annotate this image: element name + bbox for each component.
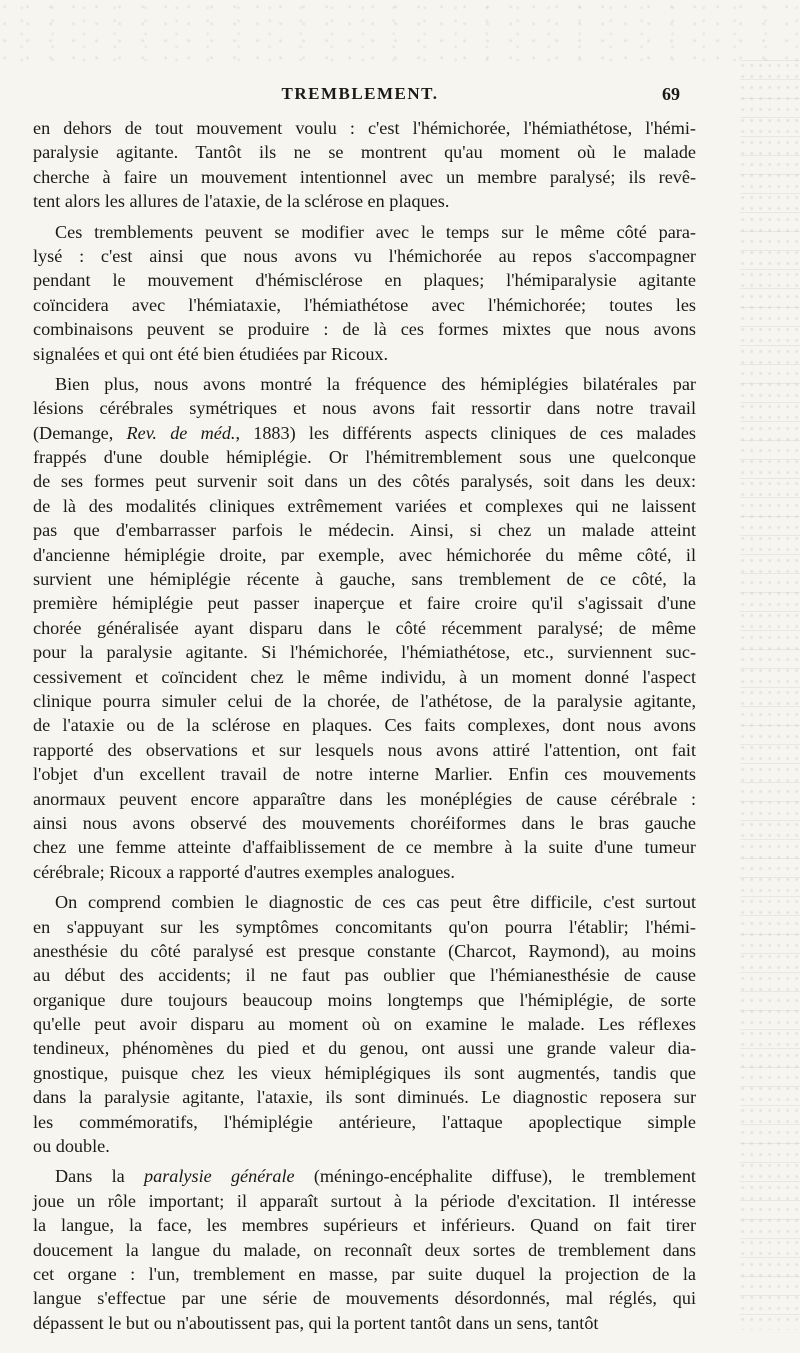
text-segment: cherche à faire un mouvement intentionnel avec un membre paralysé; ils revê- (33, 166, 696, 187)
text-line (33, 915, 696, 939)
text-line (33, 1262, 696, 1286)
paragraph (33, 890, 696, 1158)
text-segment: frappés d'une double hémiplégie. Or l'hémitremblement sous une quelconque (33, 447, 696, 468)
text-segment: combinaisons peuvent se produire : de là ces formes mixtes que nous avons (33, 319, 696, 340)
text-segment: paralysie agitante. Tantôt ils ne se montrent qu'au moment où le malade (33, 142, 696, 163)
text-line (33, 1061, 696, 1085)
text-line (33, 372, 696, 396)
text-segment: cérébrale; Ricoux a rapporté d'autres exemples analogues. (33, 861, 455, 882)
text-line (33, 1286, 696, 1310)
text-line (33, 116, 696, 140)
text-line (33, 396, 696, 420)
text-segment: joue un rôle important; il apparaît surtout à la période d'excitation. Il intéresse (33, 1190, 696, 1211)
text-segment: langue s'effectue par une série de mouvements désordonnés, mal réglés, qui (33, 1288, 696, 1309)
text-line (33, 939, 696, 963)
text-line (33, 543, 696, 567)
text-segment: de ses formes peut survenir soit dans un des côtés paralysés, soit dans les deux: (33, 471, 696, 492)
text-line (33, 189, 696, 213)
text-segment: cet organe : l'un, tremblement en masse, par suite duquel la projection de la (33, 1263, 696, 1284)
text-segment: tent alors les allures de l'ataxie, de la sclérose en plaques. (33, 191, 450, 212)
text-segment: ainsi nous avons observé des mouvements choréiformes dans le bras gauche (33, 812, 696, 833)
body-text (33, 116, 696, 1335)
text-segment: Dans la (55, 1166, 145, 1187)
text-line (33, 220, 696, 244)
text-segment: doucement la langue du malade, on reconnaît deux sortes de tremblement dans (33, 1239, 696, 1260)
text-segment: pendant le mouvement d'hémisclérose en plaques; l'hémiparalysie agitante (33, 270, 696, 291)
page-number: 69 (662, 84, 680, 104)
text-segment: survient une hémiplégie récente à gauche, sans tremblement de ce côté, la (33, 569, 696, 590)
text-line (33, 469, 696, 493)
text-line (33, 165, 696, 189)
text-line (33, 293, 696, 317)
text-segment: d'ancienne hémiplégie droite, par exemple, avec hémichorée du même côté, il (33, 544, 696, 565)
text-line (33, 421, 696, 445)
text-segment: dépassent le but ou n'aboutissent pas, qui la portent tantôt dans un sens, tantôt (33, 1312, 599, 1333)
text-segment: ou double. (33, 1136, 110, 1157)
paragraph (33, 372, 696, 884)
text-line (33, 244, 696, 268)
text-line (33, 1085, 696, 1109)
text-line (33, 342, 696, 366)
text-line (33, 1012, 696, 1036)
text-line (33, 1311, 696, 1335)
text-segment: gnostique, puisque chez les vieux hémiplégiques ils sont augmentés, tandis que (33, 1062, 696, 1083)
text-line (33, 1189, 696, 1213)
text-line (33, 890, 696, 914)
text-line (33, 616, 696, 640)
paragraph (33, 1164, 696, 1335)
text-segment: de là des modalités cliniques extrêmement variées et complexes qui ne laissent (33, 495, 696, 516)
text-segment: pas que d'embarrasser parfois le médecin. Ainsi, si chez un malade atteint (33, 520, 696, 541)
text-line (33, 268, 696, 292)
text-line (33, 738, 696, 762)
text-segment: la langue, la face, les membres supérieurs et inférieurs. Quand on fait tirer (33, 1215, 696, 1236)
text-segment: (méningo-encéphalite diffuse), le tremblement (294, 1166, 696, 1187)
italic-term: paralysie générale (144, 1166, 295, 1187)
text-segment: Ces tremblements peuvent se modifier avec le temps sur le même côté para- (55, 221, 696, 242)
text-segment: chorée généralisée ayant disparu dans le côté récemment paralysé; de même (33, 617, 696, 638)
text-line (33, 860, 696, 884)
text-segment: Bien plus, nous avons montré la fréquence des hémiplégies bilatérales par (55, 373, 696, 394)
text-line (33, 317, 696, 341)
text-line (33, 140, 696, 164)
text-line (33, 713, 696, 737)
text-segment: anormaux peuvent encore apparaître dans les monéplégies de cause cérébrale : (33, 788, 696, 809)
text-line (33, 787, 696, 811)
text-segment: en s'appuyant sur les symptômes concomitants qu'on pourra l'établir; l'hémi- (33, 916, 696, 937)
text-segment: de l'ataxie ou de la sclérose en plaques. Ces faits complexes, dont nous avons (33, 715, 696, 736)
text-line (33, 665, 696, 689)
text-segment: au début des accidents; il ne faut pas oublier que l'hémianesthésie de cause (33, 965, 696, 986)
text-line (33, 1164, 696, 1188)
text-line (33, 1213, 696, 1237)
text-segment: lésions cérébrales symétriques et nous avons fait ressortir dans notre travail (33, 398, 696, 419)
paragraph (33, 220, 696, 366)
scan-bleed-right-margin (740, 60, 800, 1330)
text-line (33, 1110, 696, 1134)
text-line (33, 689, 696, 713)
scan-noise-top (0, 0, 800, 70)
text-line (33, 640, 696, 664)
text-segment: organique dure toujours beaucoup moins longtemps que l'hémiplégie, de sorte (33, 989, 696, 1010)
text-line (33, 835, 696, 859)
text-line (33, 567, 696, 591)
text-segment: pour la paralysie agitante. Si l'hémichorée, l'hémiathétose, etc., surviennent suc- (33, 642, 696, 663)
text-segment: qu'elle peut avoir disparu au moment où on examine le malade. Les réflexes (33, 1014, 696, 1035)
text-line (33, 963, 696, 987)
text-segment: On comprend combien le diagnostic de ces cas peut être difficile, c'est surtout (55, 892, 696, 913)
page-header (40, 84, 680, 110)
text-segment: tendineux, phénomènes du pied et du genou, ont aussi une grande valeur dia- (33, 1038, 696, 1059)
text-segment: cessivement et coïncident chez le même individu, à un moment donné l'aspect (33, 666, 696, 687)
italic-term: Rev. de méd. (126, 422, 236, 443)
text-segment: signalées et qui ont été bien étudiées par Ricoux. (33, 343, 389, 364)
text-segment: en dehors de tout mouvement voulu : c'est l'hémichorée, l'hémiathétose, l'hémi- (33, 118, 696, 138)
text-segment: coïncidera avec l'hémiataxie, l'hémiathétose avec l'hémichorée; toutes les (33, 294, 696, 315)
text-line (33, 988, 696, 1012)
running-title: TREMBLEMENT. (281, 84, 439, 103)
text-segment: première hémiplégie peut passer inaperçue et faire croire qu'il s'agissait d'une (33, 593, 696, 614)
text-line (33, 811, 696, 835)
text-line (33, 762, 696, 786)
text-segment: dans la paralysie agitante, l'ataxie, ils sont diminués. Le diagnostic reposera sur (33, 1087, 696, 1108)
paragraph (33, 116, 696, 214)
text-segment: les commémoratifs, l'hémiplégie antérieure, l'attaque apoplectique simple (33, 1111, 696, 1132)
text-segment: rapporté des observations et sur lesquels nous avons attiré l'attention, ont fait (33, 739, 696, 760)
text-segment: clinique pourra simuler celui de la chorée, de l'athétose, de la paralysie agitante, (33, 690, 696, 711)
text-line (33, 494, 696, 518)
text-line (33, 591, 696, 615)
text-segment: , 1883) les différents aspects cliniques de ces malades (235, 422, 697, 443)
text-line (33, 518, 696, 542)
text-line (33, 445, 696, 469)
text-segment: lysé : c'est ainsi que nous avons vu l'hémichorée au repos s'accompagner (33, 245, 696, 266)
text-segment: (Demange, (33, 422, 127, 443)
text-segment: chez une femme atteinte d'affaiblissement de ce membre à la suite d'une tumeur (33, 837, 696, 858)
text-segment: anesthésie du côté paralysé est presque constante (Charcot, Raymond), au moins (33, 940, 696, 961)
text-line (33, 1238, 696, 1262)
text-line (33, 1134, 696, 1158)
text-segment: l'objet d'un excellent travail de notre interne Marlier. Enfin ces mouvements (33, 764, 696, 785)
text-line (33, 1036, 696, 1060)
